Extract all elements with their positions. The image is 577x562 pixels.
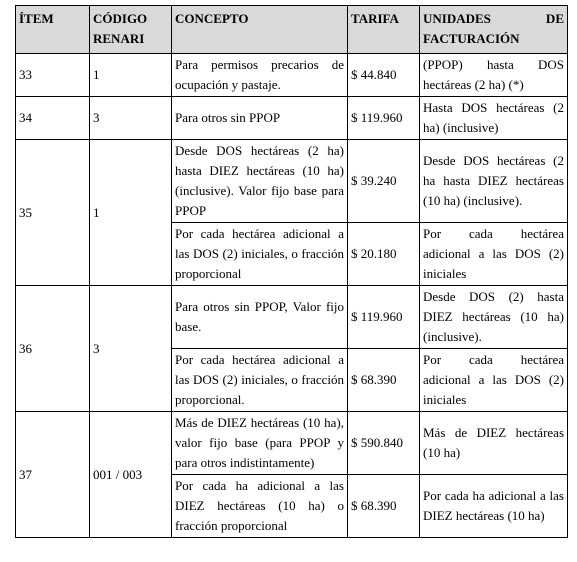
header-concepto: CONCEPTO — [172, 6, 348, 54]
unidades-cell: Por cada hectárea adicional a las DOS (2) iniciales — [420, 349, 568, 412]
header-tarifa: TARIFA — [348, 6, 420, 54]
concepto-cell: Por cada ha adicional a las DIEZ hectáreas (10 ha) o fracción proporcional — [172, 475, 348, 538]
header-codigo: CÓDIGO RENARI — [90, 6, 172, 54]
unidades-cell: (PPOP) hasta DOS hectáreas (2 ha) (*) — [420, 54, 568, 97]
tarifa-cell: $ 119.960 — [348, 97, 420, 140]
codigo-cell: 1 — [90, 140, 172, 286]
table-row — [16, 412, 568, 475]
table-row — [16, 54, 568, 97]
item-cell: 37 — [16, 412, 90, 538]
item-cell: 34 — [16, 97, 90, 140]
unidades-cell: Por cada ha adicional a las DIEZ hectáreas (10 ha) — [420, 475, 568, 538]
header-unidades: UNIDADES DE FACTURACIÓN — [420, 6, 568, 54]
tariff-table — [15, 5, 568, 538]
header-item: ÍTEM — [16, 6, 90, 54]
item-cell: 36 — [16, 286, 90, 412]
unidades-cell: Desde DOS hectáreas (2 ha hasta DIEZ hectáreas (10 ha) (inclusive). — [420, 140, 568, 223]
concepto-cell: Para permisos precarios de ocupación y pastaje. — [172, 54, 348, 97]
tarifa-cell: $ 44.840 — [348, 54, 420, 97]
concepto-cell: Más de DIEZ hectáreas (10 ha), valor fijo base (para PPOP y para otros indistintamente) — [172, 412, 348, 475]
unidades-cell: Por cada hectárea adicional a las DOS (2) iniciales — [420, 223, 568, 286]
table-row — [16, 140, 568, 223]
item-cell: 35 — [16, 140, 90, 286]
tarifa-cell: $ 68.390 — [348, 349, 420, 412]
table-row — [16, 97, 568, 140]
codigo-cell: 3 — [90, 286, 172, 412]
unidades-cell: Más de DIEZ hectáreas (10 ha) — [420, 412, 568, 475]
concepto-cell: Por cada hectárea adicional a las DOS (2) iniciales, o fracción proporcional — [172, 223, 348, 286]
unidades-cell: Hasta DOS hectáreas (2 ha) (inclusive) — [420, 97, 568, 140]
header-row — [16, 6, 568, 54]
tarifa-cell: $ 119.960 — [348, 286, 420, 349]
concepto-cell: Para otros sin PPOP — [172, 97, 348, 140]
tarifa-cell: $ 68.390 — [348, 475, 420, 538]
concepto-cell: Desde DOS hectáreas (2 ha) hasta DIEZ hectáreas (10 ha) (inclusive). Valor fijo base para PPOP — [172, 140, 348, 223]
codigo-cell: 3 — [90, 97, 172, 140]
unidades-cell: Desde DOS (2) hasta DIEZ hectáreas (10 ha) (inclusive). — [420, 286, 568, 349]
item-cell: 33 — [16, 54, 90, 97]
tarifa-cell: $ 590.840 — [348, 412, 420, 475]
tarifa-cell: $ 20.180 — [348, 223, 420, 286]
tarifa-cell: $ 39.240 — [348, 140, 420, 223]
codigo-cell: 001 / 003 — [90, 412, 172, 538]
codigo-cell: 1 — [90, 54, 172, 97]
concepto-cell: Para otros sin PPOP, Valor fijo base. — [172, 286, 348, 349]
concepto-cell: Por cada hectárea adicional a las DOS (2) iniciales, o fracción proporcional. — [172, 349, 348, 412]
table-row — [16, 286, 568, 349]
